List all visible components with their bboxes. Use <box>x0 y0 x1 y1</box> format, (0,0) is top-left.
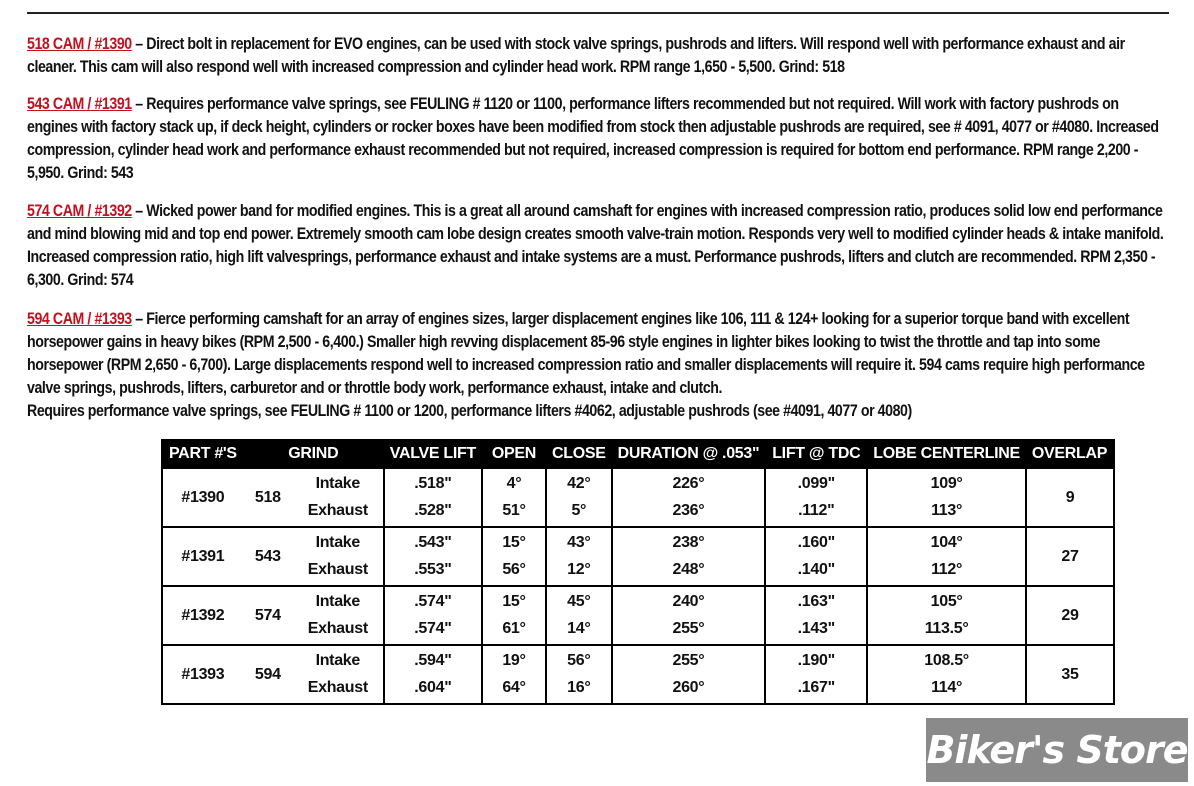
table-row <box>162 586 1114 645</box>
close-exhaust: 5° <box>571 502 587 520</box>
header-valve-lift: VALVE LIFT <box>384 440 482 468</box>
duration-exhaust: 255° <box>672 620 705 638</box>
cam-1393-requirements: Requires performance valve springs, see FEULING # 1100 or 1200, performance lifters #4062, adjustable pushrods (see #4091, 4077 or 4080) <box>27 402 912 420</box>
part-number: #1391 <box>162 527 243 586</box>
lift-tdc-exhaust: .112" <box>798 502 835 520</box>
duration-intake: 255° <box>672 651 705 669</box>
duration <box>612 645 766 704</box>
valve-lift-intake: .543" <box>414 533 452 551</box>
close-exhaust: 12° <box>567 561 591 579</box>
valve-lift-exhaust: .604" <box>414 679 452 697</box>
valve-type <box>293 586 384 645</box>
open <box>482 645 546 704</box>
lobe-centerline-exhaust: 113.5° <box>924 620 969 638</box>
close-intake: 56° <box>567 651 591 669</box>
cam-1391-link[interactable]: 543 CAM / #1391 <box>27 95 132 113</box>
close-exhaust: 16° <box>567 679 591 697</box>
close-exhaust: 14° <box>567 620 591 638</box>
close-intake: 42° <box>567 474 591 492</box>
open <box>482 468 546 527</box>
cam-1392-description <box>27 200 1171 292</box>
top-rule <box>27 12 1169 14</box>
cam-spec-table <box>161 439 1115 705</box>
grind: 594 <box>243 645 293 704</box>
lift-tdc <box>765 645 867 704</box>
table-row <box>162 468 1114 527</box>
cam-1390-description <box>27 33 1171 79</box>
table-row <box>162 645 1114 704</box>
cam-1391-text: – Requires performance valve springs, see FEULING # 1120 or 1100, performance lifters recommended but not required. Will work with factory pushrods on engines with factory stack up, if deck height, cylinders or rocker boxes have been modified from stock then adjustable pushrods are required, see # 4091, 4077 or #4080. Increased compression, cylinder head work and performance exhaust recommended but not required, increased compression is required for bottom end performance. RPM range 2,200 - 5,950. Grind: 543 <box>27 95 1159 182</box>
part-number: #1390 <box>162 468 243 527</box>
cam-1391-description <box>27 93 1171 185</box>
intake-label: Intake <box>315 592 361 610</box>
open-exhaust: 56° <box>502 561 526 579</box>
valve-lift <box>384 586 482 645</box>
duration <box>612 586 766 645</box>
valve-lift <box>384 645 482 704</box>
open-exhaust: 64° <box>502 679 526 697</box>
duration-exhaust: 260° <box>672 679 705 697</box>
lift-tdc-exhaust: .167" <box>797 679 835 697</box>
valve-lift <box>384 527 482 586</box>
overlap: 35 <box>1026 645 1114 704</box>
header-open: OPEN <box>482 440 546 468</box>
open-exhaust: 61° <box>502 620 526 638</box>
lobe-centerline-exhaust: 114° <box>931 679 963 697</box>
lift-tdc <box>765 468 867 527</box>
lift-tdc-intake: .190" <box>797 651 835 669</box>
duration-exhaust: 248° <box>672 561 705 579</box>
header-part: PART #'S <box>162 440 243 468</box>
lift-tdc <box>765 586 867 645</box>
duration-intake: 240° <box>672 592 705 610</box>
valve-type <box>293 645 384 704</box>
close-intake: 45° <box>567 592 591 610</box>
open-exhaust: 51° <box>502 502 526 520</box>
lift-tdc-intake: .160" <box>797 533 835 551</box>
lobe-centerline <box>867 468 1026 527</box>
lobe-centerline <box>867 645 1026 704</box>
lift-tdc <box>765 527 867 586</box>
valve-lift-intake: .574" <box>414 592 452 610</box>
close <box>546 468 612 527</box>
duration <box>612 468 766 527</box>
cam-1390-link[interactable]: 518 CAM / #1390 <box>27 35 132 53</box>
intake-label: Intake <box>315 474 361 492</box>
part-number: #1392 <box>162 586 243 645</box>
header-close: CLOSE <box>546 440 612 468</box>
lobe-centerline-intake: 104° <box>930 533 963 551</box>
header-overlap: OVERLAP <box>1026 440 1114 468</box>
overlap: 9 <box>1026 468 1114 527</box>
lobe-centerline-intake: 109° <box>930 474 963 492</box>
exhaust-label: Exhaust <box>307 502 368 520</box>
close-intake: 43° <box>567 533 591 551</box>
header-duration: DURATION @ .053" <box>612 440 766 468</box>
valve-type <box>293 468 384 527</box>
lift-tdc-intake: .099" <box>797 474 835 492</box>
valve-lift <box>384 468 482 527</box>
lobe-centerline-exhaust: 112° <box>931 561 963 579</box>
lobe-centerline-intake: 105° <box>930 592 963 610</box>
close <box>546 586 612 645</box>
lift-tdc-exhaust: .140" <box>797 561 835 579</box>
open-intake: 4° <box>506 474 522 492</box>
header-lift-tdc: LIFT @ TDC <box>765 440 867 468</box>
lift-tdc-exhaust: .143" <box>797 620 835 638</box>
close <box>546 645 612 704</box>
open-intake: 19° <box>502 651 526 669</box>
table-header-row <box>162 440 1114 468</box>
exhaust-label: Exhaust <box>307 561 368 579</box>
grind: 574 <box>243 586 293 645</box>
exhaust-label: Exhaust <box>307 620 368 638</box>
overlap: 27 <box>1026 527 1114 586</box>
duration <box>612 527 766 586</box>
lobe-centerline-exhaust: 113° <box>931 502 963 520</box>
intake-label: Intake <box>315 651 361 669</box>
duration-exhaust: 236° <box>672 502 705 520</box>
cam-1392-text: – Wicked power band for modified engines. This is a great all around camshaft for engines with increased compression ratio, produces solid low end performance and mind blowing mid and top end power. Extremely smooth cam lobe design creates smooth valve-train motion. Responds very well to modified cylinder heads & intake manifold. Increased compression ratio, high lift valvesprings, performance exhaust and intake systems are a must. Performance pushrods, lifters and clutch are recommended. RPM 2,350 - 6,300. Grind: 574 <box>27 202 1164 289</box>
lobe-centerline-intake: 108.5° <box>924 651 969 669</box>
part-number: #1393 <box>162 645 243 704</box>
grind: 518 <box>243 468 293 527</box>
open-intake: 15° <box>502 533 526 551</box>
open <box>482 527 546 586</box>
cam-1392-link[interactable]: 574 CAM / #1392 <box>27 202 132 220</box>
lobe-centerline <box>867 527 1026 586</box>
valve-lift-exhaust: .553" <box>414 561 452 579</box>
table-row <box>162 527 1114 586</box>
cam-1393-description <box>27 308 1171 423</box>
overlap: 29 <box>1026 586 1114 645</box>
header-lobe-centerline: LOBE CENTERLINE <box>867 440 1026 468</box>
exhaust-label: Exhaust <box>307 679 368 697</box>
close <box>546 527 612 586</box>
bikers-store-logo <box>926 718 1188 782</box>
cam-1393-text: – Fierce performing camshaft for an array of engines sizes, larger displacement engines like 106, 111 & 124+ looking for a superior torque band with excellent horsepower gains in heavy bikes (RPM 2,500 - 6,400.) Smaller high revving displacement 85-96 style engines in lighter bikes looking to twist the throttle and tap into some horsepower (RPM 2,650 - 6,700). Large displacements respond well to increased compression ratio and smaller displacements will require it. 594 cams require high performance valve springs, pushrods, lifters, carburetor and or throttle body work, performance exhaust, intake and clutch. <box>27 310 1145 397</box>
header-grind: GRIND <box>243 440 384 468</box>
lift-tdc-intake: .163" <box>797 592 835 610</box>
valve-lift-exhaust: .574" <box>414 620 452 638</box>
valve-lift-intake: .518" <box>414 474 452 492</box>
duration-intake: 238° <box>672 533 705 551</box>
valve-lift-intake: .594" <box>414 651 452 669</box>
valve-type <box>293 527 384 586</box>
lobe-centerline <box>867 586 1026 645</box>
cam-1390-text: – Direct bolt in replacement for EVO engines, can be used with stock valve springs, pushrods and lifters. Will respond well with performance exhaust and air cleaner. This cam will also respond well with increased compression and cylinder head work. RPM range 1,650 - 5,500. Grind: 518 <box>27 35 1125 76</box>
duration-intake: 226° <box>672 474 705 492</box>
logo-text: Biker's Store <box>926 728 1188 772</box>
grind: 543 <box>243 527 293 586</box>
intake-label: Intake <box>315 533 361 551</box>
valve-lift-exhaust: .528" <box>414 502 452 520</box>
open <box>482 586 546 645</box>
cam-1393-link[interactable]: 594 CAM / #1393 <box>27 310 132 328</box>
open-intake: 15° <box>502 592 526 610</box>
